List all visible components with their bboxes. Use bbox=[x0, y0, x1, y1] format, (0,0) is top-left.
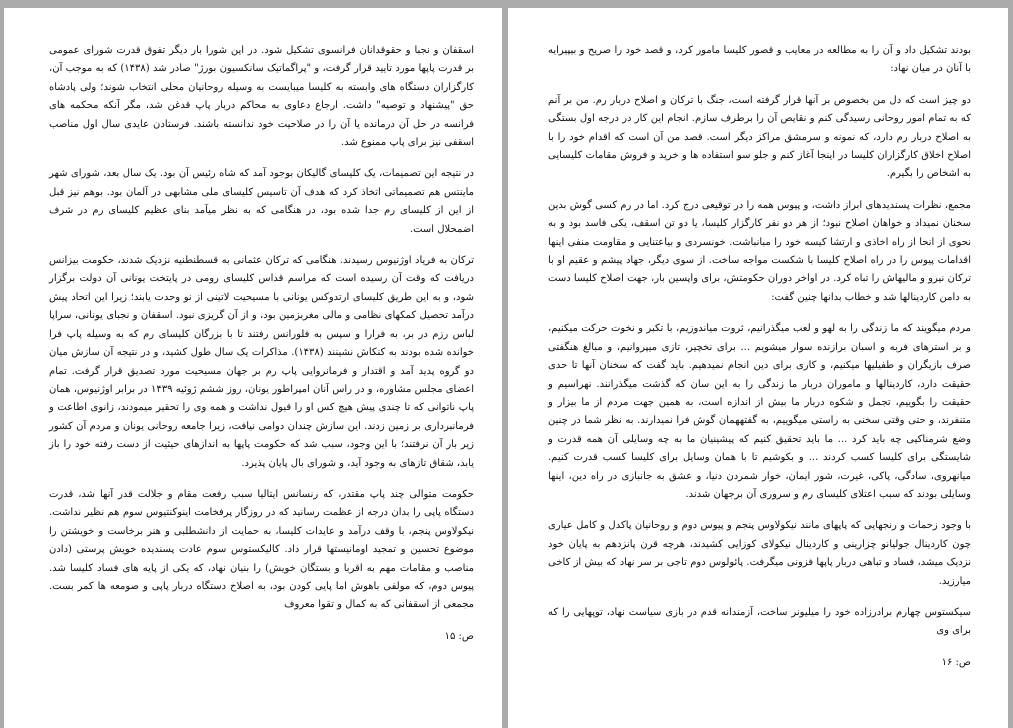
paragraph: حکومت متوالی چند پاپ مقتدر، که رنسانس ایتالیا سبب رفعت مقام و جلالت قدر آنها شد، قدرت دستگاه پاپی را بدان درجه از عظمت رسانید که در روزگار پرفخامت اینوکنتیوس سوم هم نظیر نداشت. نیکولاوس پنجم، با وقف درآمد و عایدات کلیسا، به حمایت از دانشطلبی و هنر برخاست و خویشتن را موضوع تحسین و تمجید اومانیستها قرار داد. کالیکستوس سوم عادت پسندیده خویش پرستی (دادن مناصب و مقامات مهم به اقربا و بستگان خویش) را بنیان نهاد، که یکی از پایه های فساد کلیسا شد. پیوس دوم، که مولفی باهوش اما پایی کودن بود، به اصلاح دستگاه دربار پاپی و صومعه ها کمر بست. مجمعی از اسقفانی که به کمال و تقوا معروف bbox=[49, 488, 474, 611]
paragraph: با وجود زحمات و رنجهایی که پاپهای مانند نیکولاوس پنجم و پیوس دوم و روحانیان پاکدل و کامل عیاری چون کاردینال جولیانو چزارینی و کاردینال نیکولای کوزایی کشیدند، هرچه قرن پانزدهم به پایان خود نزدیک میشد، فساد و تباهی دربار پاپها فزونی میگرفت. پائولوس دوم تاجی بر سر نهاد که بیش از کاخی میارزید. bbox=[548, 520, 971, 587]
paragraph: مجمع، نظرات پسندیدهای ابراز داشت، و پیوس همه را در توقیعی درج کرد. اما در رم کسی گوش بدین سخنان نمیداد و خواهان اصلاح نبود؛ از هر دو نفر کارگزار کلیسا، یا دو تن اسقف، یکی فاسد بود و به نحوی از انحا از راه اخاذی و ارتشا کیسه خود را مبانباشت. خونسردی و بیاعتنایی و مقاومت منفی اینها اقدامات پیوس را در راه اصلاح کلیسا با شکست مواجه ساخت. از سوی دیگر، جهاد پیشم و عقیم او با ترکان نیرو و مالیهاش را تباه کرد. در اواخر دوران حکومتش، برای واپسین بار، جهت اصلاح کلیسا دست به دامن کاردینالها شد و خطاب بدانها چنین گفت: bbox=[548, 199, 971, 303]
paragraph: ترکان به فریاد اوژنیوس رسیدند. هنگامی که ترکان عثمانی به قسطنطنیه نزدیک شدند، حکومت بیزانس دریافت که وقت آن رسیده است که مراسم قداس کلیسای رومی در پایتخت یونانی آن دولت برگزار شود، و به این طریق کلیسای ارتدوکس یونانی با مسیحیت لاتینی از نو وحدت یابند؛ زیرا این اتحاد پیش درآمد تحصیل کمکهای نظامی و مالی مغربزمین بود، و از آن گریزی نبود. اسقفان و نجبای یونانی، سراپا لباس رزم در بر، به فرارا و سپس به فلورانس رفتند تا با بزرگان کلیسای رم که به وسیله پاپ فرا خوانده شده بودند به کنکاش نشینند (۱۴۳۸). مذاکرات یک سال طول کشید، و در نتیجه آن سازش میان دو گروه پدید آمد و اقتدار و فرمانروایی پاپ رم بر جهان مسیحیت مورد تصدیق قرار گرفت. تمام اعضای مجلس مشاوره، و در راس آنان امپراطور یونان، روز ششم ژوئیه ۱۴۳۹ در برابر اوژنیوس، همان پاپ ناتوانی که تا چندی پیش هیچ کس او را قبول نداشت و همه وی را تحقیر میمودند، زانوی اطاعت و فرمانبرداری بر زمین زدند. این سازش چندان دوامی نیافت، زیرا جامعه روحانی یونان و مردم آن کشور زیر بار آن نرفتند؛ با این وجود، سبب شد که حکومت پاپها به اندازهای حیثیت از دست رفته خود را باز یابد، شقاق تازهای به وجود آید، و شورای بال پایان پذیرد. bbox=[49, 255, 474, 469]
paragraph: اسقفان و نجبا و حقوقدانان فرانسوی تشکیل شود. در این شورا بار دیگر تفوق قدرت شورای عمومی بر قدرت پاپها مورد تایید قرار گرفت، و "پراگماتیک سانکسیون بورژ" صادر شد (۱۴۳۸) که به موجب آن، کارگزاران دستگاه های وابسته به کلیسا میبایست به وسیله روحانیان محلی انتخاب شوند؛ ولی پادشاه حق "پیشنهاد و توصیه" داشت. ارجاع دعاوی به محاکم دربار پاپ قدغن شد، مگر آنکه محکمه های فرانسه در حل آن درمانده یا آن را در صلاحیت خود ندانسته باشند. فرستادن عایدی سال اول مناصب اسقفی نیز برای پاپ ممنوع شد. bbox=[49, 45, 474, 149]
paragraph: دو چیز است که دل من بخصوص بر آنها قرار گرفته است، جنگ با ترکان و اصلاح دربار رم. من بر آنم که به تمام امور روحانی رسیدگی کنم و نقایص آن را برطرف سازم. انجام این کار در درجه اول بستگی به اصلاح دربار رم دارد، که نمونه و سرمشق مراکز دیگر است. قصد من آن است که اقدام خود را با اصلاح اخلاق کارگزاران کلیسا در اینجا آغاز کنم و جلو سو استفاده ها و خرید و فروش مقامات کلیسایی به اشخاص را بگیرم. bbox=[548, 94, 971, 180]
paragraph: در نتیجه این تصمیمات، یک کلیسای گالیکان بوجود آمد که شاه رئیس آن بود. یک سال بعد، شورای شهر ماینتس هم تصمیماتی اتخاذ کرد که هدف آن تاسیس کلیسای ملی مشابهی در آلمان بود. بوهم نیز قبل از این از کلیسای رم جدا شده بود، در هنگامی که به نظر میآمد بنای عظیم کلیسای رم در شرف اضمحلال است. bbox=[49, 168, 474, 235]
page-number: ص: ۱۵ bbox=[444, 630, 474, 642]
document-page-right bbox=[508, 8, 1008, 728]
document-page-left bbox=[4, 8, 502, 728]
paragraph: سیکستوس چهارم برادرزاده خود را میلیونر ساخت، آزمندانه قدم در بازی سیاست نهاد، توپهایی را که برای وی bbox=[548, 606, 971, 637]
paragraph: مردم میگویند که ما زندگی را به لهو و لعب میگذرانیم، ثروت میاندوزیم، با تکبر و نخوت حرکت میکنیم، و بر استرهای فربه و اسبان برازنده سوار میشویم ... برای نخچیر، تازی میپروانیم، و مبالغ هنگفتی صرف بازیگران و طفیلیها میکنیم، و کاری برای دین انجام نمیدهیم. باید گفت که سخنان آنها تا حدی حقیقت دارد، کاردینالها و ماموران دربار ما زندگی را به این سان که گذشت میگذرانند. نهراسیم و حقیقت را بگوییم، تجمل و شکوه دربار ما بیش از اندازه است، به همین جهت مردم از ما بیزار و متنفرند، و حتی وقتی سخنی به راستی میگوییم، به گفتههمان گوش فرا نمیدارند. به نظر شما در چنین وضع شرمناکیی چه باید کرد ... ما باید تحقیق کنیم که پیشینیان ما به چه وسایلی آن همه قدرت و شایستگی برای کلیسا کسب کردند ... و بکوشیم تا با همان وسایل برای کلیسا کسب قدرت کنیم. میانهروی، سادگی، پاکی، غیرت، شور ایمان، خوار شمردن دنیا، و عشق به جانبازی در راه دین، اینها وسایلی بودند که سبب اعتلای کلیسای رم و سروری آن برجهان شدند. bbox=[548, 323, 971, 500]
page-number: ص: ۱۶ bbox=[941, 656, 971, 668]
page-text-left bbox=[49, 42, 474, 659]
paragraph: بودند تشکیل داد و آن را به مطالعه در معایب و قصور کلیسا مامور کرد، و قصد خود را صریح و بیپیرایه با آنان در میان نهاد: bbox=[548, 45, 971, 75]
page-text-right bbox=[548, 42, 971, 685]
